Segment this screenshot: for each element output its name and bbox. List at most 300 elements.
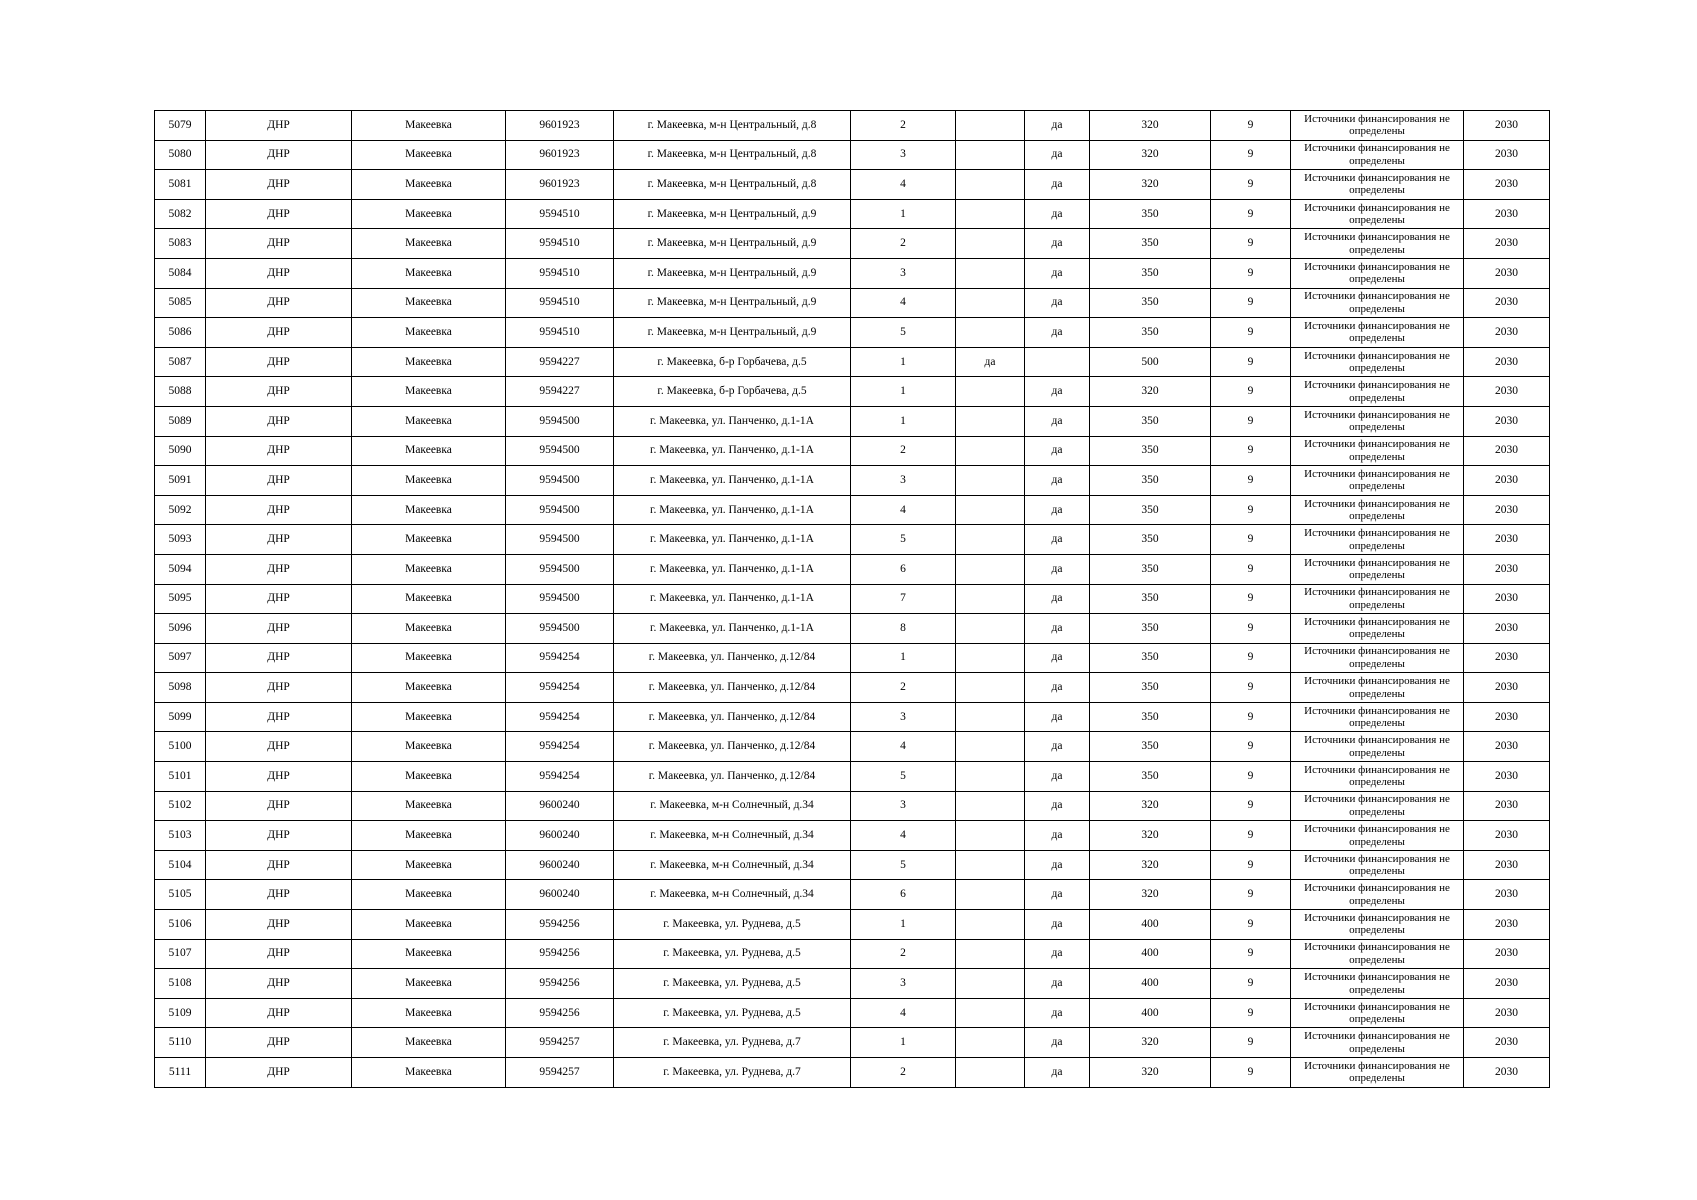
flag-a-cell <box>956 702 1025 732</box>
row-number-cell: 5109 <box>155 998 206 1028</box>
table-row <box>155 436 1550 466</box>
value-cell: 400 <box>1090 939 1211 969</box>
address-cell: г. Макеевка, ул. Панченко, д.1-1А <box>614 495 851 525</box>
building-id-cell: 9594227 <box>506 377 614 407</box>
address-cell: г. Макеевка, ул. Панченко, д.12/84 <box>614 643 851 673</box>
flag-a-cell <box>956 732 1025 762</box>
value-cell: 350 <box>1090 643 1211 673</box>
city-cell: Макеевка <box>352 406 506 436</box>
address-cell: г. Макеевка, м-н Центральный, д.8 <box>614 140 851 170</box>
flag-a-cell <box>956 762 1025 792</box>
funding-note-cell: Источники финансирования не определены <box>1291 199 1464 229</box>
flag-b-cell: да <box>1025 229 1090 259</box>
floors-cell: 9 <box>1211 170 1291 200</box>
building-id-cell: 9594257 <box>506 1058 614 1088</box>
value-cell: 320 <box>1090 170 1211 200</box>
table-row <box>155 762 1550 792</box>
flag-b-cell: да <box>1025 406 1090 436</box>
row-number-cell: 5081 <box>155 170 206 200</box>
entrance-cell: 6 <box>851 554 956 584</box>
value-cell: 350 <box>1090 614 1211 644</box>
flag-a-cell <box>956 406 1025 436</box>
table-row <box>155 318 1550 348</box>
flag-b-cell: да <box>1025 199 1090 229</box>
funding-note-cell: Источники финансирования не определены <box>1291 673 1464 703</box>
year-cell: 2030 <box>1464 939 1550 969</box>
floors-cell: 9 <box>1211 702 1291 732</box>
region-cell: ДНР <box>206 673 352 703</box>
flag-a-cell <box>956 850 1025 880</box>
region-cell: ДНР <box>206 199 352 229</box>
flag-a-cell <box>956 199 1025 229</box>
region-cell: ДНР <box>206 910 352 940</box>
flag-a-cell <box>956 643 1025 673</box>
entrance-cell: 2 <box>851 1058 956 1088</box>
city-cell: Макеевка <box>352 140 506 170</box>
flag-a-cell: да <box>956 347 1025 377</box>
city-cell: Макеевка <box>352 170 506 200</box>
region-cell: ДНР <box>206 702 352 732</box>
table-row <box>155 998 1550 1028</box>
row-number-cell: 5097 <box>155 643 206 673</box>
floors-cell: 9 <box>1211 318 1291 348</box>
region-cell: ДНР <box>206 436 352 466</box>
building-id-cell: 9594510 <box>506 288 614 318</box>
floors-cell: 9 <box>1211 258 1291 288</box>
address-cell: г. Макеевка, м-н Солнечный, д.34 <box>614 791 851 821</box>
floors-cell: 9 <box>1211 732 1291 762</box>
year-cell: 2030 <box>1464 229 1550 259</box>
address-cell: г. Макеевка, м-н Центральный, д.9 <box>614 288 851 318</box>
year-cell: 2030 <box>1464 614 1550 644</box>
address-cell: г. Макеевка, б-р Горбачева, д.5 <box>614 377 851 407</box>
address-cell: г. Макеевка, м-н Центральный, д.8 <box>614 111 851 141</box>
value-cell: 320 <box>1090 1058 1211 1088</box>
city-cell: Макеевка <box>352 643 506 673</box>
entrance-cell: 6 <box>851 880 956 910</box>
row-number-cell: 5092 <box>155 495 206 525</box>
entrance-cell: 3 <box>851 258 956 288</box>
building-id-cell: 9594510 <box>506 229 614 259</box>
flag-a-cell <box>956 111 1025 141</box>
building-id-cell: 9594256 <box>506 998 614 1028</box>
flag-b-cell: да <box>1025 880 1090 910</box>
floors-cell: 9 <box>1211 584 1291 614</box>
entrance-cell: 5 <box>851 318 956 348</box>
address-cell: г. Макеевка, ул. Панченко, д.12/84 <box>614 702 851 732</box>
region-cell: ДНР <box>206 614 352 644</box>
city-cell: Макеевка <box>352 347 506 377</box>
region-cell: ДНР <box>206 998 352 1028</box>
value-cell: 350 <box>1090 673 1211 703</box>
flag-b-cell: да <box>1025 998 1090 1028</box>
flag-a-cell <box>956 584 1025 614</box>
funding-note-cell: Источники финансирования не определены <box>1291 614 1464 644</box>
city-cell: Макеевка <box>352 377 506 407</box>
region-cell: ДНР <box>206 791 352 821</box>
year-cell: 2030 <box>1464 998 1550 1028</box>
flag-b-cell: да <box>1025 702 1090 732</box>
entrance-cell: 5 <box>851 850 956 880</box>
value-cell: 350 <box>1090 584 1211 614</box>
floors-cell: 9 <box>1211 377 1291 407</box>
row-number-cell: 5095 <box>155 584 206 614</box>
entrance-cell: 3 <box>851 969 956 999</box>
table-row <box>155 140 1550 170</box>
floors-cell: 9 <box>1211 880 1291 910</box>
value-cell: 350 <box>1090 288 1211 318</box>
funding-note-cell: Источники финансирования не определены <box>1291 969 1464 999</box>
region-cell: ДНР <box>206 495 352 525</box>
region-cell: ДНР <box>206 229 352 259</box>
city-cell: Макеевка <box>352 318 506 348</box>
flag-b-cell: да <box>1025 111 1090 141</box>
city-cell: Макеевка <box>352 969 506 999</box>
table-row <box>155 1058 1550 1088</box>
document-page <box>154 110 1549 1088</box>
entrance-cell: 3 <box>851 466 956 496</box>
row-number-cell: 5111 <box>155 1058 206 1088</box>
table-row <box>155 673 1550 703</box>
table-row <box>155 791 1550 821</box>
table-row <box>155 702 1550 732</box>
city-cell: Макеевка <box>352 791 506 821</box>
floors-cell: 9 <box>1211 614 1291 644</box>
year-cell: 2030 <box>1464 140 1550 170</box>
address-cell: г. Макеевка, м-н Центральный, д.8 <box>614 170 851 200</box>
flag-a-cell <box>956 258 1025 288</box>
value-cell: 400 <box>1090 998 1211 1028</box>
entrance-cell: 1 <box>851 910 956 940</box>
address-cell: г. Макеевка, м-н Солнечный, д.34 <box>614 880 851 910</box>
floors-cell: 9 <box>1211 673 1291 703</box>
address-cell: г. Макеевка, ул. Руднева, д.7 <box>614 1028 851 1058</box>
value-cell: 400 <box>1090 969 1211 999</box>
floors-cell: 9 <box>1211 525 1291 555</box>
flag-b-cell: да <box>1025 791 1090 821</box>
funding-note-cell: Источники финансирования не определены <box>1291 643 1464 673</box>
building-id-cell: 9594256 <box>506 910 614 940</box>
row-number-cell: 5100 <box>155 732 206 762</box>
address-cell: г. Макеевка, ул. Панченко, д.1-1А <box>614 525 851 555</box>
building-id-cell: 9600240 <box>506 880 614 910</box>
city-cell: Макеевка <box>352 495 506 525</box>
entrance-cell: 1 <box>851 347 956 377</box>
address-cell: г. Макеевка, м-н Центральный, д.9 <box>614 258 851 288</box>
year-cell: 2030 <box>1464 1058 1550 1088</box>
flag-b-cell: да <box>1025 821 1090 851</box>
row-number-cell: 5108 <box>155 969 206 999</box>
floors-cell: 9 <box>1211 466 1291 496</box>
floors-cell: 9 <box>1211 495 1291 525</box>
year-cell: 2030 <box>1464 702 1550 732</box>
region-cell: ДНР <box>206 288 352 318</box>
table-row <box>155 525 1550 555</box>
floors-cell: 9 <box>1211 939 1291 969</box>
value-cell: 350 <box>1090 466 1211 496</box>
row-number-cell: 5088 <box>155 377 206 407</box>
row-number-cell: 5080 <box>155 140 206 170</box>
row-number-cell: 5093 <box>155 525 206 555</box>
flag-b-cell: да <box>1025 1058 1090 1088</box>
table-row <box>155 584 1550 614</box>
row-number-cell: 5082 <box>155 199 206 229</box>
year-cell: 2030 <box>1464 406 1550 436</box>
row-number-cell: 5094 <box>155 554 206 584</box>
row-number-cell: 5104 <box>155 850 206 880</box>
table-row <box>155 495 1550 525</box>
year-cell: 2030 <box>1464 554 1550 584</box>
value-cell: 320 <box>1090 791 1211 821</box>
value-cell: 350 <box>1090 525 1211 555</box>
value-cell: 320 <box>1090 111 1211 141</box>
building-id-cell: 9594500 <box>506 554 614 584</box>
city-cell: Макеевка <box>352 436 506 466</box>
funding-note-cell: Источники финансирования не определены <box>1291 525 1464 555</box>
flag-b-cell: да <box>1025 318 1090 348</box>
flag-a-cell <box>956 614 1025 644</box>
city-cell: Макеевка <box>352 199 506 229</box>
table-row <box>155 199 1550 229</box>
flag-a-cell <box>956 288 1025 318</box>
region-cell: ДНР <box>206 525 352 555</box>
entrance-cell: 4 <box>851 821 956 851</box>
region-cell: ДНР <box>206 258 352 288</box>
flag-b-cell: да <box>1025 288 1090 318</box>
row-number-cell: 5110 <box>155 1028 206 1058</box>
floors-cell: 9 <box>1211 347 1291 377</box>
row-number-cell: 5085 <box>155 288 206 318</box>
flag-b-cell: да <box>1025 614 1090 644</box>
flag-b-cell: да <box>1025 762 1090 792</box>
address-cell: г. Макеевка, ул. Панченко, д.1-1А <box>614 406 851 436</box>
year-cell: 2030 <box>1464 762 1550 792</box>
flag-a-cell <box>956 673 1025 703</box>
funding-note-cell: Источники финансирования не определены <box>1291 258 1464 288</box>
table-row <box>155 347 1550 377</box>
year-cell: 2030 <box>1464 673 1550 703</box>
flag-b-cell: да <box>1025 466 1090 496</box>
building-id-cell: 9594257 <box>506 1028 614 1058</box>
table-row <box>155 406 1550 436</box>
funding-note-cell: Источники финансирования не определены <box>1291 406 1464 436</box>
row-number-cell: 5101 <box>155 762 206 792</box>
address-cell: г. Макеевка, м-н Центральный, д.9 <box>614 229 851 259</box>
flag-a-cell <box>956 998 1025 1028</box>
table-row <box>155 939 1550 969</box>
city-cell: Макеевка <box>352 821 506 851</box>
entrance-cell: 5 <box>851 525 956 555</box>
flag-a-cell <box>956 1058 1025 1088</box>
flag-a-cell <box>956 554 1025 584</box>
funding-note-cell: Источники финансирования не определены <box>1291 288 1464 318</box>
funding-note-cell: Источники финансирования не определены <box>1291 584 1464 614</box>
building-id-cell: 9601923 <box>506 140 614 170</box>
flag-a-cell <box>956 880 1025 910</box>
region-cell: ДНР <box>206 347 352 377</box>
funding-note-cell: Источники финансирования не определены <box>1291 910 1464 940</box>
address-cell: г. Макеевка, м-н Центральный, д.9 <box>614 318 851 348</box>
funding-note-cell: Источники финансирования не определены <box>1291 732 1464 762</box>
region-cell: ДНР <box>206 406 352 436</box>
value-cell: 350 <box>1090 495 1211 525</box>
region-cell: ДНР <box>206 140 352 170</box>
funding-note-cell: Источники финансирования не определены <box>1291 377 1464 407</box>
city-cell: Макеевка <box>352 614 506 644</box>
funding-note-cell: Источники финансирования не определены <box>1291 791 1464 821</box>
flag-b-cell: да <box>1025 525 1090 555</box>
entrance-cell: 7 <box>851 584 956 614</box>
flag-a-cell <box>956 170 1025 200</box>
floors-cell: 9 <box>1211 850 1291 880</box>
flag-a-cell <box>956 436 1025 466</box>
entrance-cell: 2 <box>851 673 956 703</box>
flag-b-cell: да <box>1025 643 1090 673</box>
region-cell: ДНР <box>206 170 352 200</box>
value-cell: 320 <box>1090 1028 1211 1058</box>
table-row <box>155 377 1550 407</box>
region-cell: ДНР <box>206 732 352 762</box>
city-cell: Макеевка <box>352 850 506 880</box>
region-cell: ДНР <box>206 880 352 910</box>
year-cell: 2030 <box>1464 347 1550 377</box>
year-cell: 2030 <box>1464 288 1550 318</box>
region-cell: ДНР <box>206 377 352 407</box>
city-cell: Макеевка <box>352 111 506 141</box>
address-cell: г. Макеевка, ул. Панченко, д.1-1А <box>614 436 851 466</box>
address-cell: г. Макеевка, ул. Панченко, д.1-1А <box>614 584 851 614</box>
entrance-cell: 1 <box>851 406 956 436</box>
row-number-cell: 5090 <box>155 436 206 466</box>
address-cell: г. Макеевка, ул. Руднева, д.5 <box>614 998 851 1028</box>
funding-note-cell: Источники финансирования не определены <box>1291 939 1464 969</box>
city-cell: Макеевка <box>352 554 506 584</box>
row-number-cell: 5086 <box>155 318 206 348</box>
row-number-cell: 5099 <box>155 702 206 732</box>
entrance-cell: 2 <box>851 939 956 969</box>
building-id-cell: 9594254 <box>506 643 614 673</box>
city-cell: Макеевка <box>352 702 506 732</box>
address-cell: г. Макеевка, ул. Панченко, д.12/84 <box>614 673 851 703</box>
entrance-cell: 5 <box>851 762 956 792</box>
flag-a-cell <box>956 318 1025 348</box>
flag-b-cell <box>1025 347 1090 377</box>
table-row <box>155 910 1550 940</box>
value-cell: 350 <box>1090 229 1211 259</box>
building-id-cell: 9594510 <box>506 199 614 229</box>
flag-a-cell <box>956 939 1025 969</box>
building-id-cell: 9594227 <box>506 347 614 377</box>
building-id-cell: 9601923 <box>506 170 614 200</box>
year-cell: 2030 <box>1464 377 1550 407</box>
flag-b-cell: да <box>1025 673 1090 703</box>
floors-cell: 9 <box>1211 791 1291 821</box>
entrance-cell: 2 <box>851 229 956 259</box>
value-cell: 350 <box>1090 702 1211 732</box>
region-cell: ДНР <box>206 584 352 614</box>
value-cell: 350 <box>1090 732 1211 762</box>
table-row <box>155 821 1550 851</box>
row-number-cell: 5107 <box>155 939 206 969</box>
address-cell: г. Макеевка, ул. Панченко, д.1-1А <box>614 614 851 644</box>
flag-b-cell: да <box>1025 377 1090 407</box>
funding-note-cell: Источники финансирования не определены <box>1291 762 1464 792</box>
city-cell: Макеевка <box>352 466 506 496</box>
floors-cell: 9 <box>1211 643 1291 673</box>
city-cell: Макеевка <box>352 998 506 1028</box>
value-cell: 500 <box>1090 347 1211 377</box>
region-cell: ДНР <box>206 318 352 348</box>
entrance-cell: 3 <box>851 140 956 170</box>
entrance-cell: 4 <box>851 998 956 1028</box>
entrance-cell: 2 <box>851 436 956 466</box>
city-cell: Макеевка <box>352 1058 506 1088</box>
funding-note-cell: Источники финансирования не определены <box>1291 880 1464 910</box>
row-number-cell: 5096 <box>155 614 206 644</box>
flag-a-cell <box>956 791 1025 821</box>
year-cell: 2030 <box>1464 466 1550 496</box>
address-cell: г. Макеевка, ул. Панченко, д.12/84 <box>614 732 851 762</box>
building-id-cell: 9594510 <box>506 258 614 288</box>
funding-note-cell: Источники финансирования не определены <box>1291 347 1464 377</box>
building-id-cell: 9594500 <box>506 436 614 466</box>
table-row <box>155 554 1550 584</box>
building-id-cell: 9600240 <box>506 850 614 880</box>
table-row <box>155 229 1550 259</box>
flag-b-cell: да <box>1025 969 1090 999</box>
table-row <box>155 969 1550 999</box>
row-number-cell: 5089 <box>155 406 206 436</box>
value-cell: 350 <box>1090 762 1211 792</box>
floors-cell: 9 <box>1211 554 1291 584</box>
region-cell: ДНР <box>206 850 352 880</box>
entrance-cell: 1 <box>851 643 956 673</box>
row-number-cell: 5083 <box>155 229 206 259</box>
floors-cell: 9 <box>1211 111 1291 141</box>
city-cell: Макеевка <box>352 939 506 969</box>
table-row <box>155 1028 1550 1058</box>
flag-a-cell <box>956 821 1025 851</box>
building-id-cell: 9594256 <box>506 939 614 969</box>
flag-a-cell <box>956 140 1025 170</box>
value-cell: 400 <box>1090 910 1211 940</box>
funding-note-cell: Источники финансирования не определены <box>1291 229 1464 259</box>
funding-note-cell: Источники финансирования не определены <box>1291 1058 1464 1088</box>
floors-cell: 9 <box>1211 969 1291 999</box>
region-cell: ДНР <box>206 821 352 851</box>
value-cell: 350 <box>1090 554 1211 584</box>
address-cell: г. Макеевка, ул. Панченко, д.12/84 <box>614 762 851 792</box>
funding-note-cell: Источники финансирования не определены <box>1291 850 1464 880</box>
flag-b-cell: да <box>1025 1028 1090 1058</box>
building-id-cell: 9600240 <box>506 791 614 821</box>
building-id-cell: 9594254 <box>506 762 614 792</box>
region-cell: ДНР <box>206 111 352 141</box>
entrance-cell: 8 <box>851 614 956 644</box>
building-id-cell: 9594500 <box>506 466 614 496</box>
city-cell: Макеевка <box>352 229 506 259</box>
year-cell: 2030 <box>1464 584 1550 614</box>
building-id-cell: 9594254 <box>506 673 614 703</box>
floors-cell: 9 <box>1211 821 1291 851</box>
funding-note-cell: Источники финансирования не определены <box>1291 111 1464 141</box>
entrance-cell: 3 <box>851 702 956 732</box>
address-cell: г. Макеевка, м-н Солнечный, д.34 <box>614 850 851 880</box>
flag-b-cell: да <box>1025 170 1090 200</box>
year-cell: 2030 <box>1464 111 1550 141</box>
address-cell: г. Макеевка, ул. Руднева, д.5 <box>614 969 851 999</box>
entrance-cell: 1 <box>851 1028 956 1058</box>
